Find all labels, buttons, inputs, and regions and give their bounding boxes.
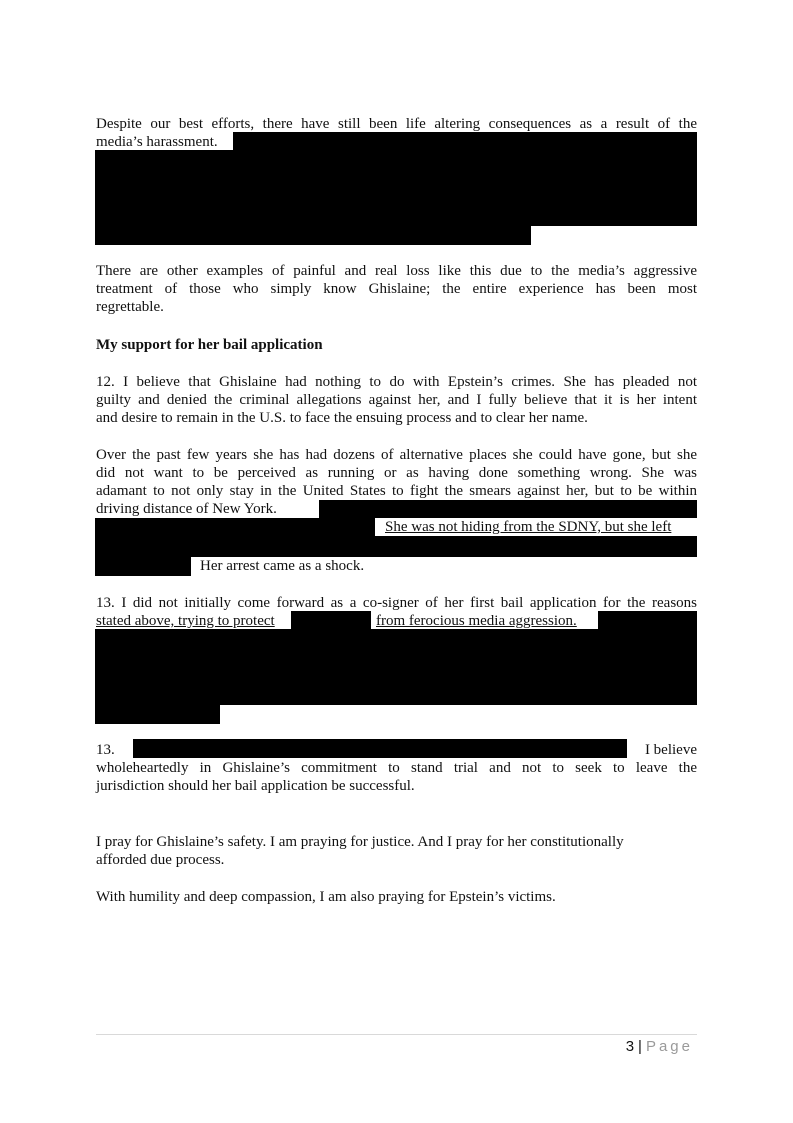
page-footer: [626, 1038, 693, 1056]
redaction-block: [95, 226, 531, 245]
paragraph-line: Her arrest came as a shock.: [200, 558, 365, 574]
redaction-block: [598, 611, 697, 629]
paragraph-line: Over the past few years she has had dozens of alternative places she could have gone, but she: [96, 447, 697, 463]
paragraph-line: stated above, trying to protect: [96, 613, 275, 629]
paragraph-line: driving distance of New York.: [96, 501, 277, 517]
redaction-block: [95, 150, 697, 226]
redaction-block: [319, 500, 697, 518]
paragraph-line: Despite our best efforts, there have still been life altering consequences as a result of the: [96, 116, 697, 132]
paragraph-line: treatment of those who simply know Ghislaine; the entire experience has been most: [96, 281, 697, 297]
paragraph-line: adamant to not only stay in the United States to fight the smears against her, but to be within: [96, 483, 697, 499]
paragraph-line: 12. I believe that Ghislaine had nothing to do with Epstein’s crimes. She has pleaded not: [96, 374, 697, 390]
paragraph-line: and desire to remain in the U.S. to face the ensuing process and to clear her name.: [96, 410, 588, 426]
paragraph-line: I believe: [644, 742, 697, 758]
redaction-block: [95, 518, 375, 536]
paragraph-line: afforded due process.: [96, 852, 225, 868]
paragraph-number: 13.: [96, 742, 115, 758]
redaction-block: [95, 629, 697, 705]
redaction-block: [133, 739, 627, 758]
paragraph-line: She was not hiding from the SDNY, but she left: [385, 519, 672, 535]
paragraph-line: did not want to be perceived as running or as having done something wrong. She was: [96, 465, 697, 481]
redaction-block: [95, 536, 697, 557]
paragraph-line: jurisdiction should her bail application be successful.: [96, 778, 415, 794]
paragraph-line: 13. I did not initially come forward as a co-signer of her first bail application for the reasons: [96, 595, 697, 611]
paragraph-line: wholeheartedly in Ghislaine’s commitment to stand trial and not to seek to leave the: [96, 760, 697, 776]
redaction-block: [291, 611, 371, 629]
paragraph-line: There are other examples of painful and real loss like this due to the media’s aggressive: [96, 263, 697, 279]
redaction-block: [95, 705, 220, 724]
redaction-block: [95, 557, 191, 576]
paragraph-line: from ferocious media aggression.: [376, 613, 577, 629]
page-number: 3: [625, 1038, 635, 1055]
section-heading: My support for her bail application: [96, 337, 323, 353]
paragraph-line: With humility and deep compassion, I am also praying for Epstein’s victims.: [96, 889, 556, 905]
paragraph-line: guilty and denied the criminal allegations against her, and I fully believe that it is her intent: [96, 392, 697, 408]
footer-separator: |: [638, 1038, 642, 1055]
redaction-block: [233, 132, 697, 150]
paragraph-line: media’s harassment.: [96, 134, 218, 150]
paragraph-line: regrettable.: [96, 299, 164, 315]
footer-divider: [96, 1034, 697, 1035]
page-label: Page: [645, 1038, 693, 1055]
paragraph-line: I pray for Ghislaine’s safety. I am praying for justice. And I pray for her constitutionally: [96, 834, 624, 850]
